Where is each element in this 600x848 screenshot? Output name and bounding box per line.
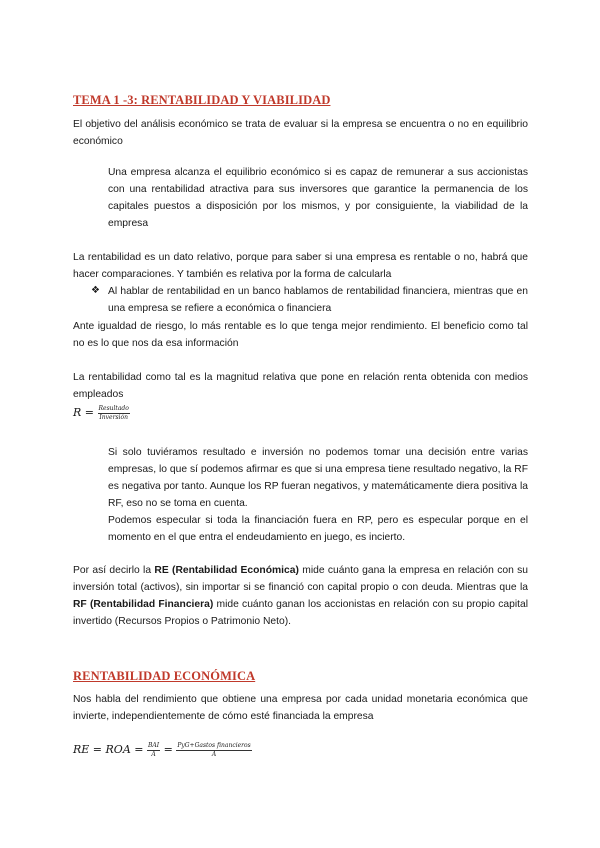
re-rf-text-a: Por así decirlo la [73,565,155,576]
fraction-denominator: Inversión [99,413,128,421]
re-formula [73,741,252,759]
re-fraction-2-numerator: PyG+Gastos financieros [177,741,251,749]
re-term: RE (Rentabilidad Económica) [154,565,299,576]
decision-quote: Si solo tuviéramos resultado e inversión no podemos tomar una decisión entre varias empresas, lo que sí podemos afirmar es que si una empresa tiene resultado negativo, la RF es negativa por tanto. Aunque los RP fueran negativos, y matemáticamente diera positiva la RF, eso no se toma en cuenta. [108,447,528,509]
bank-bullet-item: Al hablar de rentabilidad en un banco hablamos de rentabilidad financiera, mientras que en una empresa se refiere a económica o financiera [108,286,528,314]
re-rf-text-c: mide cuánto gana la empresa en relación con su inversión total (activos), sin importar si se financió con capital propio o con deuda. Mientras que la [73,565,528,593]
formula-lhs: R = [73,406,94,419]
risk-paragraph: Ante igualdad de riesgo, lo más rentable es lo que tenga mejor rendimiento. El beneficio como tal no es lo que nos da esa información [73,321,528,349]
section-title-rentabilidad-economica: RENTABILIDAD ECONÓMICA [73,669,256,683]
re-formula-lhs: RE = ROA = [73,743,144,756]
page-title: TEMA 1 -3: RENTABILIDAD Y VIABILIDAD [73,93,331,107]
rentabilidad-formula [73,404,130,422]
re-rf-paragraph [73,562,528,630]
speculation-quote: Podemos especular si toda la financiación fuera en RP, pero es especular porque en el momento en el que entra el endeudamiento en juego, es incierto. [108,515,528,543]
re-fraction-1-numerator: BAI [147,741,160,749]
re-fraction-1-denominator: A [151,750,156,758]
intro-paragraph: El objetivo del análisis económico se trata de evaluar si la empresa se encuentra o no en equilibrio económico [73,119,528,147]
re-description-paragraph: Nos habla del rendimiento que obtiene una empresa por cada unidad monetaria económica que invierte, independientemente de cómo esté financiada la empresa [73,694,528,722]
definition-quote: Una empresa alcanza el equilibrio económico si es capaz de remunerar a sus accionistas con una rentabilidad atractiva para sus inversores que garantice la permanencia de los capitales puestos a disposición por los mismos, y por consiguiente, la viabilidad de la empresa [108,167,528,229]
fraction-numerator: Resultado [98,404,129,412]
relative-paragraph: La rentabilidad es un dato relativo, porque para saber si una empresa es rentable o no, habrá que hacer comparaciones. Y también es relativa por la forma de calcularla [73,252,528,280]
magnitude-paragraph: La rentabilidad como tal es la magnitud relativa que pone en relación renta obtenida con medios empleados [73,372,528,400]
re-rf-text-e: mide cuánto ganan los accionistas en relación con su propio capital invertido (Recursos Propios o Patrimonio Neto). [73,599,528,627]
re-fraction-1 [147,742,160,759]
rf-term: RF (Rentabilidad Financiera) [73,599,214,610]
fraction [98,405,130,422]
re-fraction-2-denominator: A [211,750,217,758]
diamond-bullet-icon: ❖ [91,285,100,296]
re-fraction-2 [176,742,251,759]
re-formula-equals: = [163,743,173,756]
